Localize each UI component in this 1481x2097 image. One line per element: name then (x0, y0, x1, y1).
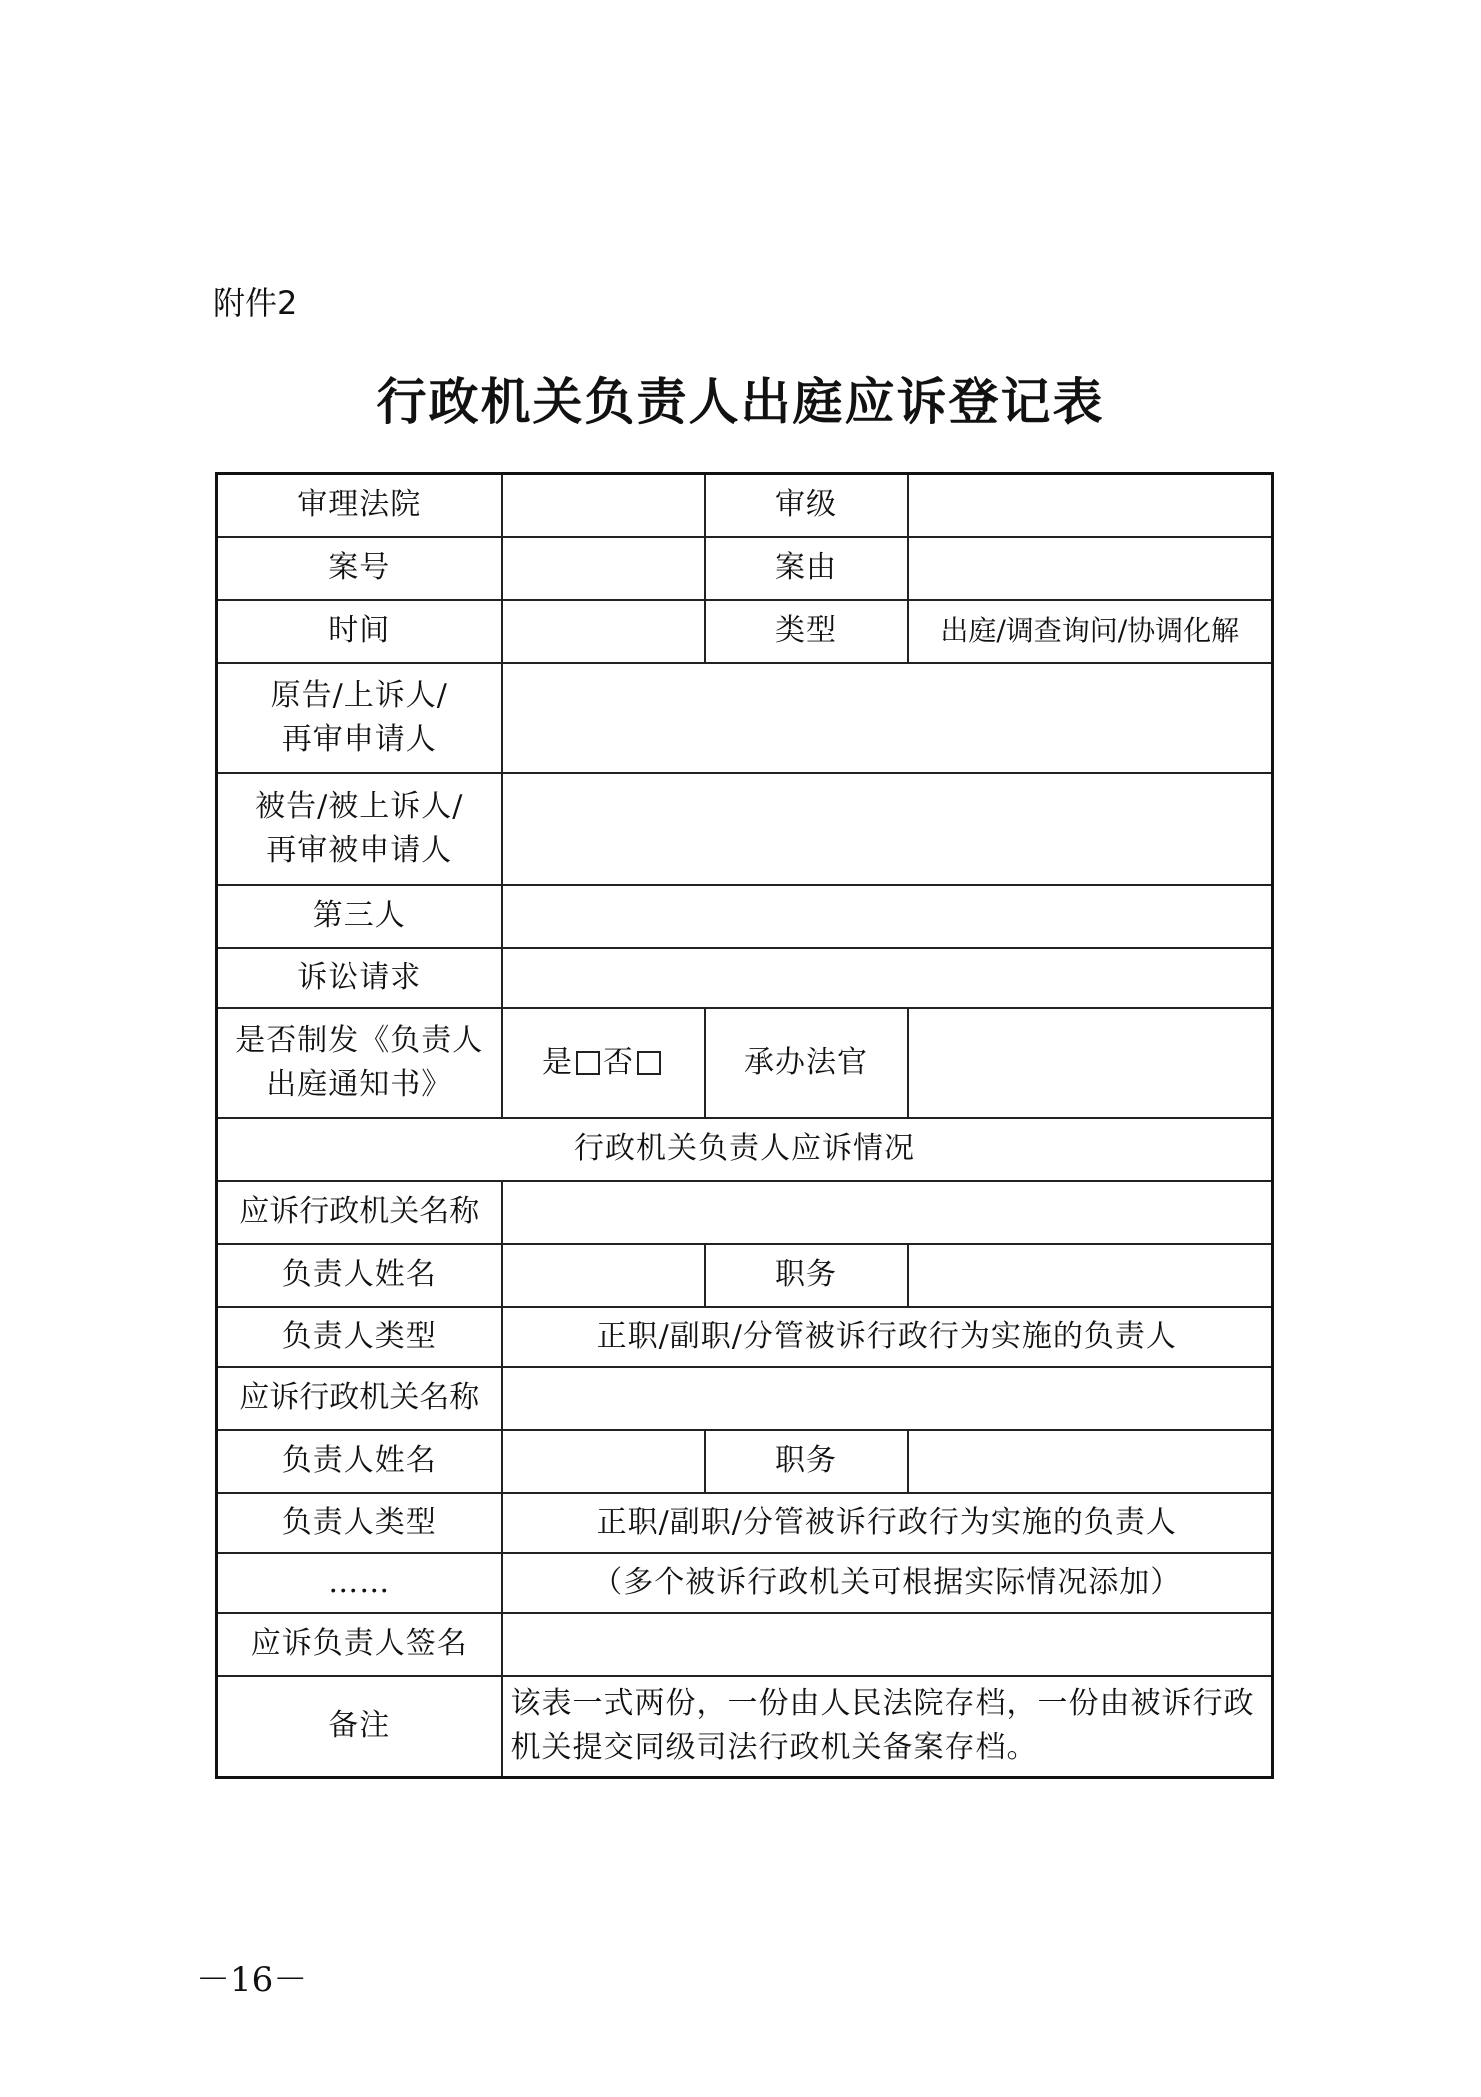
position-label-2: 职务 (705, 1430, 908, 1493)
agency-name-field-1[interactable] (502, 1181, 1273, 1244)
agency-name-label-1: 应诉行政机关名称 (217, 1181, 502, 1244)
cause-label: 案由 (705, 537, 908, 600)
court-field[interactable] (502, 474, 705, 537)
row-signature (217, 1613, 1273, 1676)
notice-choice (502, 1008, 705, 1118)
head-name-field-1[interactable] (502, 1244, 705, 1307)
page-number: －16－ (196, 1960, 308, 2000)
cause-field[interactable] (908, 537, 1273, 600)
row-defendant (217, 773, 1273, 885)
time-field[interactable] (502, 600, 705, 663)
judge-label: 承办法官 (705, 1008, 908, 1118)
row-head-type-1 (217, 1307, 1273, 1367)
notice-label: 是否制发《负责人出庭通知书》 (217, 1008, 502, 1118)
row-plaintiff (217, 663, 1273, 773)
ellipsis-note: （多个被诉行政机关可根据实际情况添加） (502, 1553, 1273, 1613)
signature-label: 应诉负责人签名 (217, 1613, 502, 1676)
head-type-label-1: 负责人类型 (217, 1307, 502, 1367)
head-name-label-2: 负责人姓名 (217, 1430, 502, 1493)
row-head-name-1 (217, 1244, 1273, 1307)
level-label: 审级 (705, 474, 908, 537)
row-section-heading (217, 1118, 1273, 1181)
third-party-field[interactable] (502, 885, 1273, 948)
judge-field[interactable] (908, 1008, 1273, 1118)
row-head-type-2 (217, 1493, 1273, 1553)
section-heading: 行政机关负责人应诉情况 (217, 1118, 1273, 1181)
registration-form-table (215, 472, 1274, 1779)
form-title: 行政机关负责人出庭应诉登记表 (376, 372, 1105, 431)
row-agency-name-1 (217, 1181, 1273, 1244)
claim-label: 诉讼请求 (217, 948, 502, 1008)
plaintiff-label: 原告/上诉人/再审申请人 (217, 663, 502, 773)
remarks-text: 该表一式两份，一份由人民法院存档，一份由被诉行政机关提交同级司法行政机关备案存档。 (502, 1676, 1273, 1778)
case-no-label: 案号 (217, 537, 502, 600)
head-type-label-2: 负责人类型 (217, 1493, 502, 1553)
type-label: 类型 (705, 600, 908, 663)
third-party-label: 第三人 (217, 885, 502, 948)
level-field[interactable] (908, 474, 1273, 537)
head-name-label-1: 负责人姓名 (217, 1244, 502, 1307)
remarks-label: 备注 (217, 1676, 502, 1778)
attachment-label: 附件2 (213, 284, 298, 322)
court-label: 审理法院 (217, 474, 502, 537)
row-notice (217, 1008, 1273, 1118)
row-case-no (217, 537, 1273, 600)
head-type-options-1[interactable]: 正职/副职/分管被诉行政行为实施的负责人 (502, 1307, 1273, 1367)
row-claim (217, 948, 1273, 1008)
position-field-1[interactable] (908, 1244, 1273, 1307)
notice-yes-checkbox[interactable] (576, 1051, 600, 1075)
row-agency-name-2 (217, 1367, 1273, 1430)
head-type-options-2[interactable]: 正职/副职/分管被诉行政行为实施的负责人 (502, 1493, 1273, 1553)
defendant-field[interactable] (502, 773, 1273, 885)
claim-field[interactable] (502, 948, 1273, 1008)
plaintiff-field[interactable] (502, 663, 1273, 773)
row-ellipsis (217, 1553, 1273, 1613)
defendant-label: 被告/被上诉人/再审被申请人 (217, 773, 502, 885)
head-name-field-2[interactable] (502, 1430, 705, 1493)
notice-no-label: 否 (603, 1044, 634, 1080)
signature-field[interactable] (502, 1613, 1273, 1676)
type-options[interactable]: 出庭/调查询问/协调化解 (908, 600, 1273, 663)
ellipsis-label: …… (217, 1553, 502, 1613)
position-field-2[interactable] (908, 1430, 1273, 1493)
position-label-1: 职务 (705, 1244, 908, 1307)
agency-name-label-2: 应诉行政机关名称 (217, 1367, 502, 1430)
agency-name-field-2[interactable] (502, 1367, 1273, 1430)
row-third-party (217, 885, 1273, 948)
notice-yes-label: 是 (542, 1044, 573, 1080)
row-time (217, 600, 1273, 663)
row-head-name-2 (217, 1430, 1273, 1493)
row-remarks (217, 1676, 1273, 1778)
time-label: 时间 (217, 600, 502, 663)
row-court (217, 474, 1273, 537)
case-no-field[interactable] (502, 537, 705, 600)
notice-no-checkbox[interactable] (637, 1051, 661, 1075)
